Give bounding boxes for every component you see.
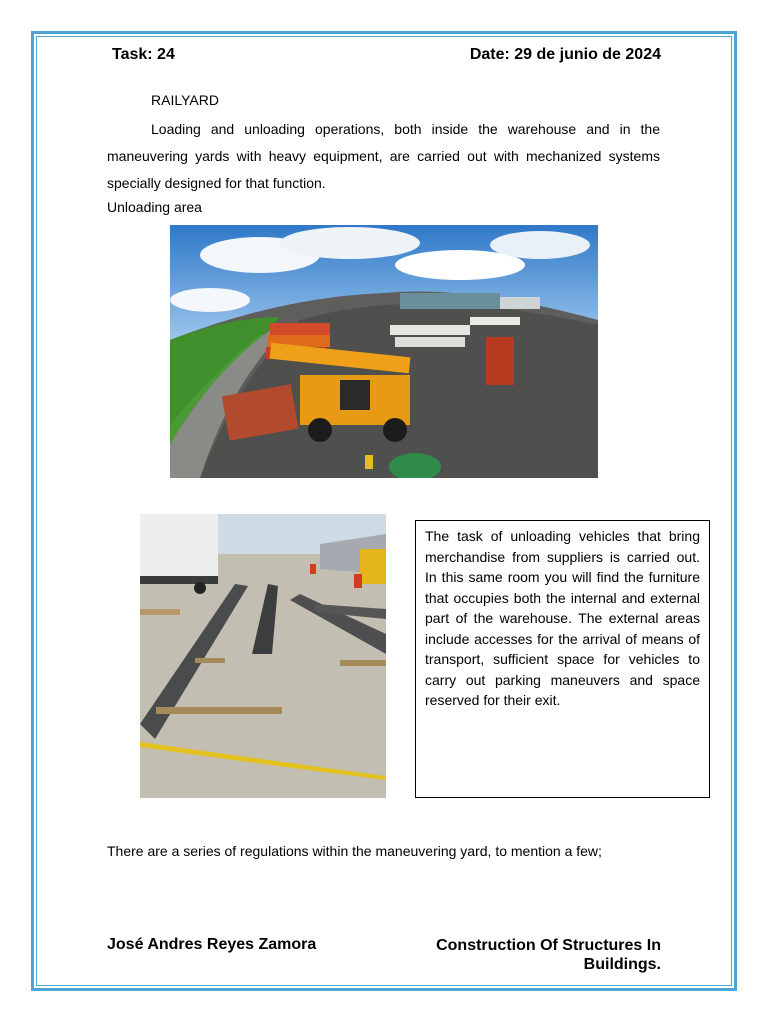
author-name: José Andres Reyes Zamora <box>107 936 317 953</box>
task-number: Task: 24 <box>112 46 175 63</box>
unloading-area-photo <box>140 514 386 798</box>
unloading-description-box: The task of unloading vehicles that bring merchandise from suppliers is carried out. In this same room you will find the furniture that occupies both the internal and external part of the warehouse. The external areas include accesses for the arrival of means of transport, sufficient space for vehicles to carry out parking maneuvers and space reserved for their exit. <box>415 520 710 798</box>
intro-paragraph: Loading and unloading operations, both inside the warehouse and in the maneuvering yards with heavy equipment, are carried out with mechanized systems specially designed for that function. <box>107 121 660 191</box>
course-name: Construction Of Structures In Buildings. <box>436 937 661 973</box>
railyard-photo <box>170 225 598 478</box>
regulations-paragraph: There are a series of regulations within the maneuvering yard, to mention a few; <box>107 843 602 859</box>
unloading-area-label: Unloading area <box>107 199 202 215</box>
document-date: Date: 29 de junio de 2024 <box>469 46 661 63</box>
section-title: RAILYARD <box>151 92 219 108</box>
